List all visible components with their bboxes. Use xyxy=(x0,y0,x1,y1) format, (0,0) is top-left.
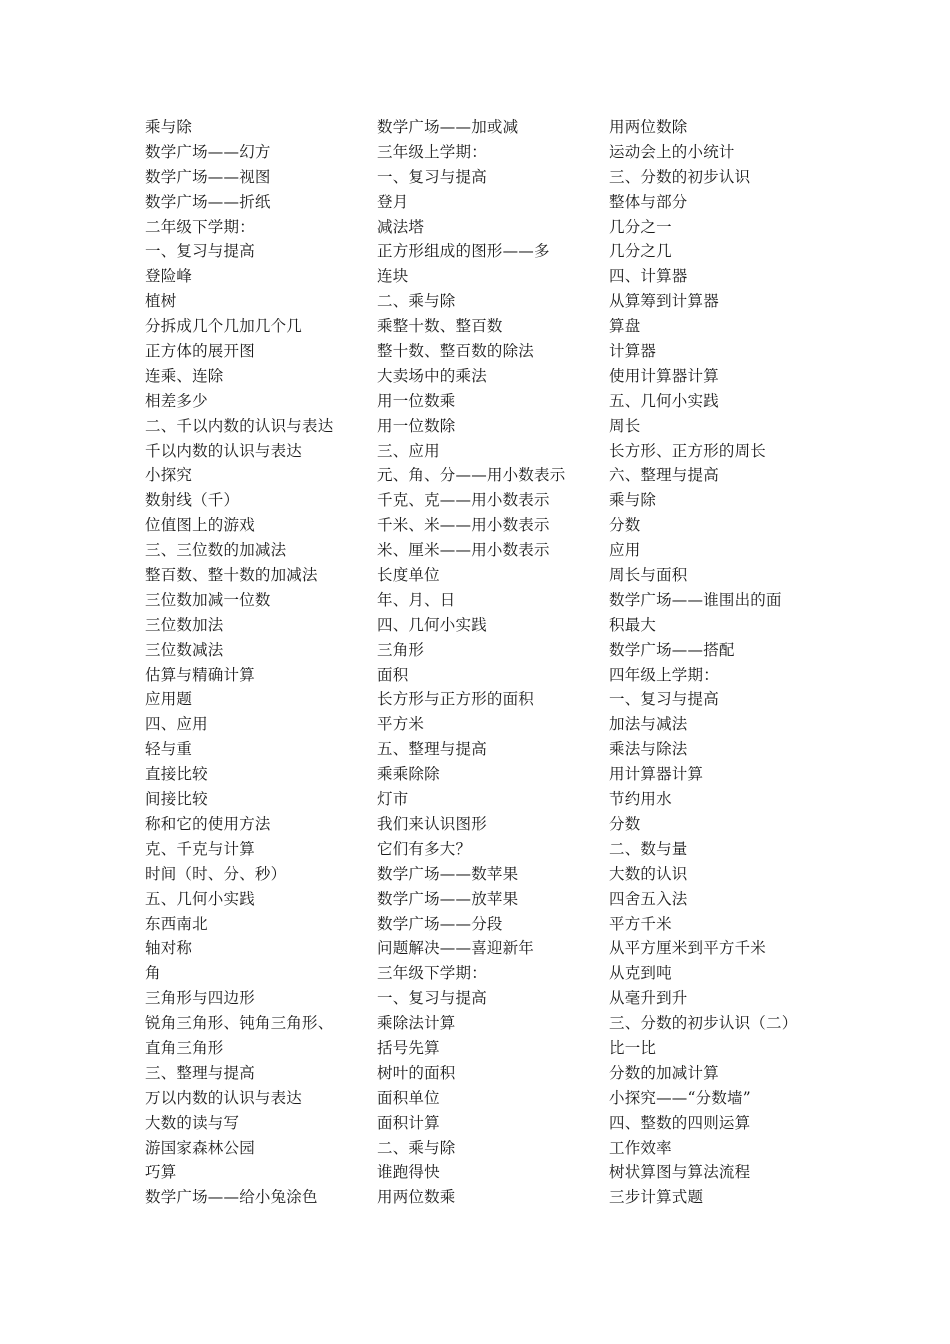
outline-entry: 四、几何小实践 xyxy=(377,615,487,634)
outline-entry: 二、数与量 xyxy=(609,839,688,858)
outline-entry: 减法塔 xyxy=(377,217,425,236)
outline-entry: 积最大 xyxy=(609,615,657,634)
outline-entry: 估算与精确计算 xyxy=(145,665,255,684)
outline-entry: 数学广场——数苹果 xyxy=(377,864,519,883)
outline-entry: 千克、克——用小数表示 xyxy=(377,491,550,510)
outline-entry: 直接比较 xyxy=(145,765,208,784)
outline-entry: 二年级下学期： xyxy=(145,217,255,236)
outline-entry: 三步计算式题 xyxy=(609,1188,704,1207)
outline-entry: 一、复习与提高 xyxy=(145,242,255,261)
outline-entry: 直角三角形 xyxy=(145,1038,224,1057)
outline-entry: 连乘、连除 xyxy=(145,366,224,385)
outline-entry: 分数 xyxy=(609,814,641,833)
outline-entry: 小探究——“分数墙” xyxy=(609,1088,751,1107)
outline-entry: 乘乘除除 xyxy=(377,765,440,784)
outline-entry: 三、整理与提高 xyxy=(145,1063,255,1082)
outline-entry: 从毫升到升 xyxy=(609,989,688,1008)
outline-entry: 三、应用 xyxy=(377,441,440,460)
outline-entry: 它们有多大？ xyxy=(377,839,472,858)
outline-entry: 数学广场——幻方 xyxy=(145,142,271,161)
outline-entry: 加法与减法 xyxy=(609,715,688,734)
outline-entry: 游国家森林公园 xyxy=(145,1138,255,1157)
outline-entry: 分数 xyxy=(609,516,641,535)
outline-entry: 从算筹到计算器 xyxy=(609,292,719,311)
outline-entry: 四、整数的四则运算 xyxy=(609,1113,751,1132)
outline-entry: 连块 xyxy=(377,267,409,286)
outline-entry: 整百数、整十数的加减法 xyxy=(145,566,318,585)
outline-entry: 平方米 xyxy=(377,715,425,734)
outline-entry: 灯市 xyxy=(377,790,409,809)
outline-entry: 米、厘米——用小数表示 xyxy=(377,541,550,560)
outline-entry: 时间（时、分、秒） xyxy=(145,864,287,883)
outline-entry: 六、整理与提高 xyxy=(609,466,719,485)
outline-entry: 位值图上的游戏 xyxy=(145,516,255,535)
outline-entry: 三位数加减一位数 xyxy=(145,590,271,609)
outline-entry: 登月 xyxy=(377,192,409,211)
outline-entry: 数学广场——折纸 xyxy=(145,192,271,211)
outline-entry: 千米、米——用小数表示 xyxy=(377,516,550,535)
outline-entry: 千以内数的认识与表达 xyxy=(145,441,303,460)
outline-entry: 乘与除 xyxy=(145,118,193,136)
outline-entry: 数学广场——给小兔涂色 xyxy=(145,1188,318,1207)
outline-entry: 二、乘与除 xyxy=(377,292,456,311)
outline-entry: 几分之几 xyxy=(609,242,672,261)
outline-entry: 元、角、分——用小数表示 xyxy=(377,466,566,485)
outline-entry: 三位数加法 xyxy=(145,615,224,634)
outline-entry: 乘与除 xyxy=(609,491,657,510)
outline-entry: 登险峰 xyxy=(145,267,193,286)
outline-entry: 长方形与正方形的面积 xyxy=(377,690,535,709)
outline-entry: 长方形、正方形的周长 xyxy=(609,441,767,460)
outline-entry: 称和它的使用方法 xyxy=(145,814,271,833)
outline-entry: 三位数减法 xyxy=(145,640,224,659)
outline-entry: 用一位数乘 xyxy=(377,391,456,410)
outline-entry: 轻与重 xyxy=(145,740,193,759)
outline-entry: 相差多少 xyxy=(145,391,208,410)
outline-entry: 一、复习与提高 xyxy=(377,989,487,1008)
outline-entry: 数学广场——放苹果 xyxy=(377,889,519,908)
outline-column-1 xyxy=(145,115,370,1210)
outline-entry: 算盘 xyxy=(609,317,641,336)
outline-entry: 整体与部分 xyxy=(609,192,688,211)
outline-entry: 二、乘与除 xyxy=(377,1138,456,1157)
outline-entry: 正方体的展开图 xyxy=(145,342,255,361)
outline-entry: 大卖场中的乘法 xyxy=(377,366,487,385)
outline-entry: 节约用水 xyxy=(609,790,672,809)
outline-entry: 三、分数的初步认识（二） xyxy=(609,1014,798,1033)
outline-entry: 三、三位数的加减法 xyxy=(145,541,287,560)
outline-entry: 五、几何小实践 xyxy=(609,391,719,410)
outline-entry: 分数的加减计算 xyxy=(609,1063,719,1082)
outline-entry: 面积 xyxy=(377,665,409,684)
outline-entry: 括号先算 xyxy=(377,1038,440,1057)
outline-entry: 数学广场——谁围出的面 xyxy=(609,590,782,609)
outline-entry: 计算器 xyxy=(609,342,657,361)
outline-entry: 使用计算器计算 xyxy=(609,366,719,385)
outline-entry: 工作效率 xyxy=(609,1138,672,1157)
outline-entry: 用一位数除 xyxy=(377,416,456,435)
outline-column-3 xyxy=(609,115,834,1210)
outline-entry: 四、应用 xyxy=(145,715,208,734)
outline-entry: 三、分数的初步认识 xyxy=(609,167,751,186)
outline-entry: 面积计算 xyxy=(377,1113,440,1132)
outline-entry: 运动会上的小统计 xyxy=(609,142,735,161)
outline-entry: 周长与面积 xyxy=(609,566,688,585)
outline-entry: 东西南北 xyxy=(145,914,208,933)
outline-entry: 四年级上学期： xyxy=(609,665,719,684)
outline-entry: 轴对称 xyxy=(145,939,193,958)
outline-entry: 大数的认识 xyxy=(609,864,688,883)
outline-entry: 二、千以内数的认识与表达 xyxy=(145,416,334,435)
outline-entry: 一、复习与提高 xyxy=(609,690,719,709)
outline-entry: 周长 xyxy=(609,416,641,435)
outline-entry: 谁跑得快 xyxy=(377,1163,440,1182)
outline-entry: 克、千克与计算 xyxy=(145,839,255,858)
outline-entry: 树状算图与算法流程 xyxy=(609,1163,751,1182)
outline-entry: 我们来认识图形 xyxy=(377,814,487,833)
outline-entry: 树叶的面积 xyxy=(377,1063,456,1082)
outline-entry: 三角形与四边形 xyxy=(145,989,255,1008)
outline-entry: 小探究 xyxy=(145,466,193,485)
outline-entry: 角 xyxy=(145,964,161,983)
outline-entry: 比一比 xyxy=(609,1038,657,1057)
outline-entry: 数学广场——视图 xyxy=(145,167,271,186)
outline-entry: 数学广场——搭配 xyxy=(609,640,735,659)
outline-entry: 应用 xyxy=(609,541,641,560)
outline-entry: 平方千米 xyxy=(609,914,672,933)
outline-entry: 从克到吨 xyxy=(609,964,672,983)
outline-entry: 五、整理与提高 xyxy=(377,740,487,759)
outline-entry: 五、几何小实践 xyxy=(145,889,255,908)
outline-entry: 乘整十数、整百数 xyxy=(377,317,503,336)
outline-entry: 巧算 xyxy=(145,1163,177,1182)
outline-entry: 面积单位 xyxy=(377,1088,440,1107)
outline-entry: 分拆成几个几加几个几 xyxy=(145,317,303,336)
outline-entry: 三年级下学期： xyxy=(377,964,487,983)
outline-entry: 数学广场——加或减 xyxy=(377,118,519,136)
outline-entry: 锐角三角形、钝角三角形、 xyxy=(145,1014,334,1033)
outline-entry: 年、月、日 xyxy=(377,590,456,609)
outline-entry: 从平方厘米到平方千米 xyxy=(609,939,767,958)
outline-entry: 植树 xyxy=(145,292,177,311)
outline-entry: 长度单位 xyxy=(377,566,440,585)
outline-entry: 间接比较 xyxy=(145,790,208,809)
outline-entry: 一、复习与提高 xyxy=(377,167,487,186)
outline-entry: 万以内数的认识与表达 xyxy=(145,1088,303,1107)
outline-entry: 三角形 xyxy=(377,640,425,659)
outline-entry: 四、计算器 xyxy=(609,267,688,286)
outline-entry: 正方形组成的图形——多 xyxy=(377,242,550,261)
outline-entry: 数学广场——分段 xyxy=(377,914,503,933)
outline-entry: 四舍五入法 xyxy=(609,889,688,908)
outline-entry: 用计算器计算 xyxy=(609,765,704,784)
outline-entry: 几分之一 xyxy=(609,217,672,236)
outline-entry: 数射线（千） xyxy=(145,491,240,510)
outline-entry: 用两位数乘 xyxy=(377,1188,456,1207)
outline-entry: 乘除法计算 xyxy=(377,1014,456,1033)
outline-column-2 xyxy=(377,115,602,1210)
outline-entry: 应用题 xyxy=(145,690,193,709)
outline-entry: 乘法与除法 xyxy=(609,740,688,759)
outline-entry: 三年级上学期： xyxy=(377,142,487,161)
outline-entry: 大数的读与写 xyxy=(145,1113,240,1132)
outline-entry: 问题解决——喜迎新年 xyxy=(377,939,535,958)
outline-entry: 用两位数除 xyxy=(609,118,688,136)
outline-entry: 整十数、整百数的除法 xyxy=(377,342,535,361)
